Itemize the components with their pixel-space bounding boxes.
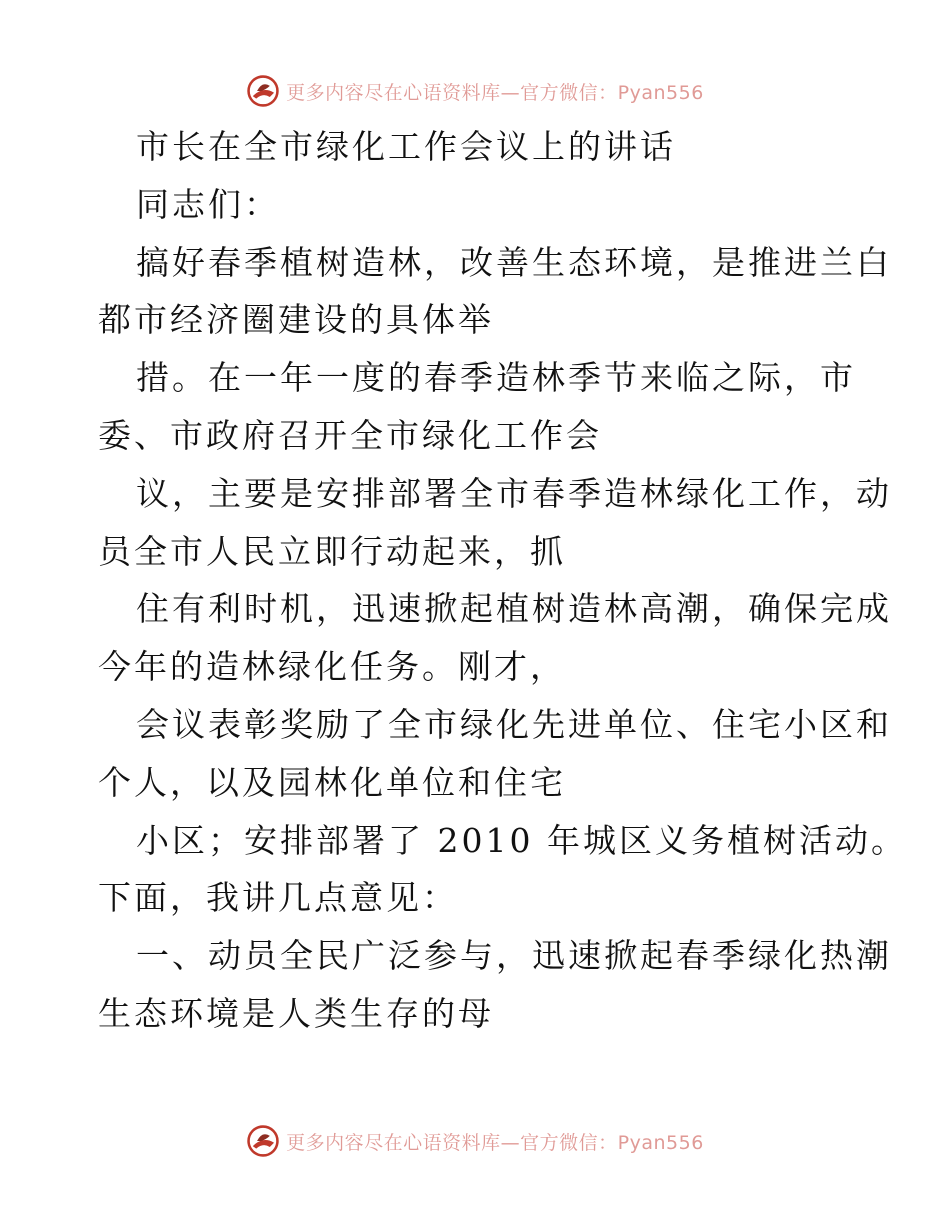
paragraph-line: 员全市人民立即行动起来，抓	[98, 531, 566, 571]
salutation: 同志们：	[136, 184, 280, 224]
paragraph-line: 生态环境是人类生存的母	[98, 993, 494, 1033]
paragraph-line: 小区；安排部署了 2010 年城区义务植树活动。	[136, 820, 907, 860]
paragraph-line: 今年的造林绿化任务。刚才，	[98, 647, 566, 687]
paragraph-line: 委、市政府召开全市绿化工作会	[98, 415, 602, 455]
paragraph-line: 都市经济圈建设的具体举	[98, 300, 494, 340]
section-heading: 一、动员全民广泛参与，迅速掀起春季绿化热潮	[136, 936, 892, 976]
red-hat-logo-icon	[246, 74, 280, 108]
document-title: 市长在全市绿化工作会议上的讲话	[136, 127, 676, 166]
red-hat-logo-icon	[246, 1124, 280, 1158]
paragraph-line: 住有利时机，迅速掀起植树造林高潮，确保完成	[136, 589, 892, 629]
paragraph-line: 措。在一年一度的春季造林季节来临之际，市	[136, 358, 856, 398]
header-watermark	[0, 71, 950, 111]
watermark-text: 更多内容尽在心语资料库—官方微信：Pyan556	[286, 81, 704, 104]
document-body	[98, 118, 907, 1043]
footer-watermark	[0, 1121, 950, 1161]
paragraph-line: 搞好春季植树造林，改善生态环境，是推进兰白	[136, 242, 892, 282]
paragraph-line: 议，主要是安排部署全市春季造林绿化工作，动	[136, 473, 892, 513]
paragraph-line: 个人，以及园林化单位和住宅	[98, 762, 566, 802]
paragraph-line: 会议表彰奖励了全市绿化先进单位、住宅小区和	[136, 704, 892, 744]
watermark-text: 更多内容尽在心语资料库—官方微信：Pyan556	[286, 1131, 704, 1154]
paragraph-line: 下面，我讲几点意见：	[98, 878, 458, 918]
